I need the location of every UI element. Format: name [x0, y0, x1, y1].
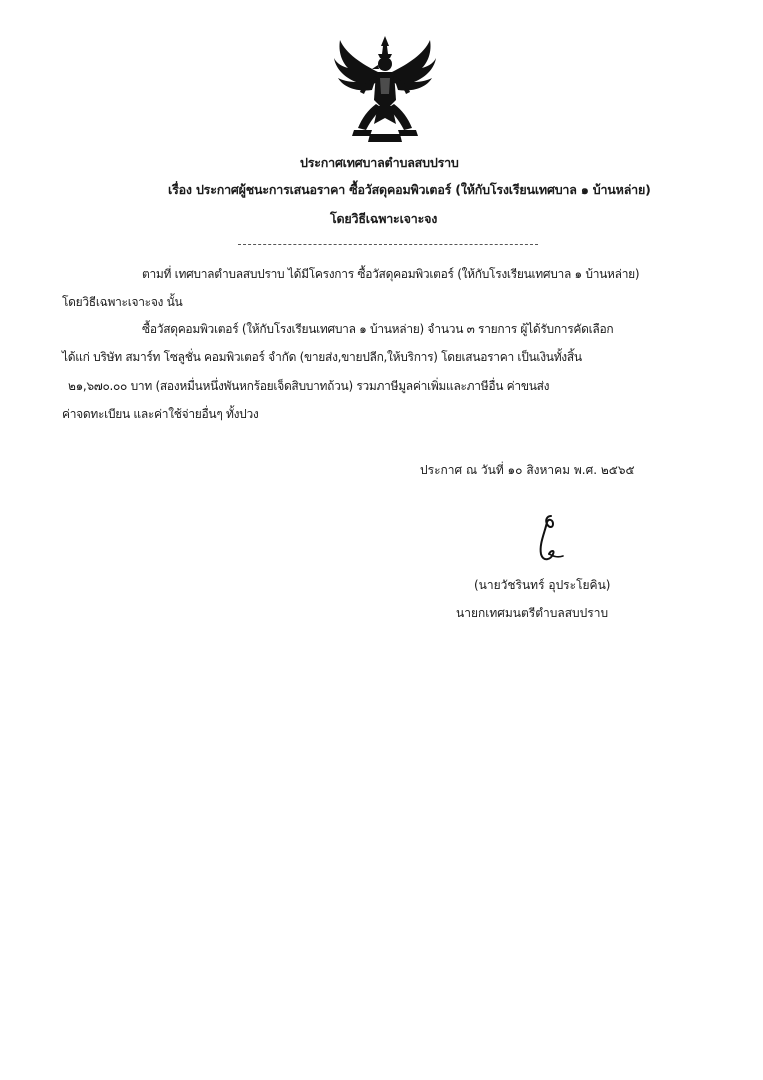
signer-name: (นายวัชรินทร์ อุประโยคิน): [474, 578, 611, 592]
body-text-line: ตามที่ เทศบาลตำบลสบปราบ ได้มีโครงการ ซื้อวัสดุคอมพิวเตอร์ (ให้กับโรงเรียนเทศบาล ๑ บ้านหล่าย): [142, 267, 640, 281]
separator-line: [238, 244, 538, 245]
organization-title: ประกาศเทศบาลตำบลสบปราบ: [300, 155, 459, 170]
body-text-line: ๒๑,๖๗๐.๐๐ บาท (สองหมื่นหนึ่งพันหกร้อยเจ็ดสิบบาทถ้วน) รวมภาษีมูลค่าเพิ่มและภาษีอื่น ค่าขนส่ง: [68, 379, 550, 393]
body-text-line: โดยวิธีเฉพาะเจาะจง นั้น: [62, 295, 183, 309]
body-text-line: ค่าจดทะเบียน และค่าใช้จ่ายอื่นๆ ทั้งปวง: [62, 407, 259, 421]
announcement-date: ประกาศ ณ วันที่ ๑๐ สิงหาคม พ.ศ. ๒๕๖๕: [420, 463, 635, 477]
handwritten-signature-icon: [525, 510, 575, 570]
body-text-line: ซื้อวัสดุคอมพิวเตอร์ (ให้กับโรงเรียนเทศบาล ๑ บ้านหล่าย) จำนวน ๓ รายการ ผู้ได้รับการคัดเลือก: [142, 322, 614, 336]
subject-line: เรื่อง ประกาศผู้ชนะการเสนอราคา ซื้อวัสดุคอมพิวเตอร์ (ให้กับโรงเรียนเทศบาล ๑ บ้านหล่าย): [168, 182, 651, 197]
garuda-emblem-icon: [332, 34, 438, 144]
body-text-line: ได้แก่ บริษัท สมาร์ท โซลูชั่น คอมพิวเตอร์ จำกัด (ขายส่ง,ขายปลีก,ให้บริการ) โดยเสนอราคา เป็นเงินทั้งสิ้น: [62, 350, 582, 364]
signer-title: นายกเทศมนตรีตำบลสบปราบ: [456, 606, 609, 620]
method-line: โดยวิธีเฉพาะเจาะจง: [330, 211, 438, 226]
